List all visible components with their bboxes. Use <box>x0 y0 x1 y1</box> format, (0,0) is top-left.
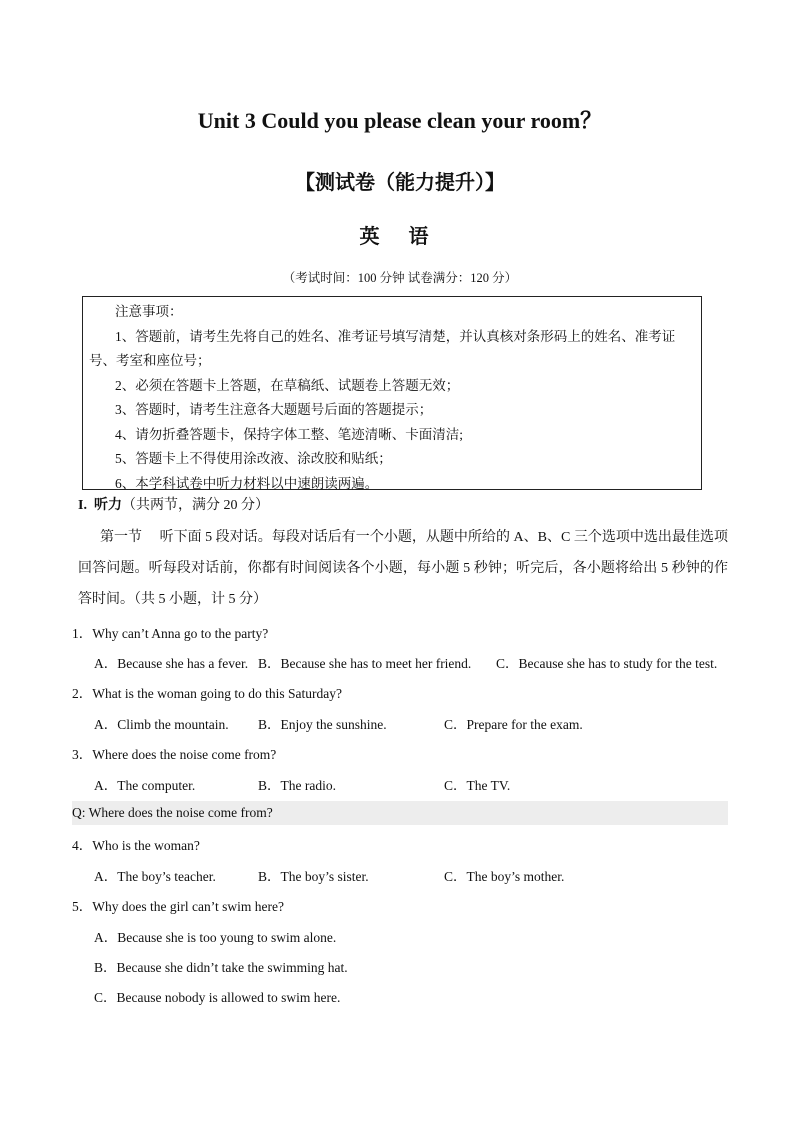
section-intro <box>78 522 728 615</box>
notice-item: 6、本学科试卷中听力材料以中速朗读两遍。 <box>115 475 379 491</box>
option-b[interactable]: B．Enjoy the sunshine. <box>258 717 387 732</box>
option-a[interactable]: A．The computer. <box>94 778 196 793</box>
question-4 <box>72 834 200 854</box>
notice-item: 3、答题时，请考生注意各大题题号后面的答题提示； <box>115 402 433 417</box>
notice-item: 5、答题卡上不得使用涂改液、涂改胶和贴纸； <box>115 451 392 466</box>
option-c[interactable]: C．The TV. <box>444 778 511 793</box>
option-c[interactable]: C．Prepare for the exam. <box>444 717 583 732</box>
question-number: 2． <box>72 686 93 701</box>
option-c[interactable]: C．Because nobody is allowed to swim here. <box>94 990 341 1005</box>
question-number: 1． <box>72 626 93 641</box>
notice-item: 1、答题前，请考生先将自己的姓名、准考证号填写清楚，并认真核对条形码上的姓名、准考证号、考室和座位号； <box>89 328 676 368</box>
section-name: 听力 <box>93 498 122 513</box>
question-text: Where does the noise come from? <box>92 747 277 762</box>
highlighted-line: Q: Where does the noise come from? <box>72 801 728 825</box>
question-3 <box>72 743 276 763</box>
question-number: 3． <box>72 747 93 762</box>
section-number: I. <box>78 498 87 513</box>
option-a[interactable]: A．Because she is too young to swim alone. <box>94 930 337 945</box>
notice-box <box>82 296 702 490</box>
question-1 <box>72 622 268 642</box>
question-number: 4． <box>72 838 93 853</box>
option-b[interactable]: B．Because she has to meet her friend. <box>258 656 472 671</box>
option-a[interactable]: A．Because she has a fever. <box>94 656 249 671</box>
section-intro-text: 第一节 听下面 5 段对话。每段对话后有一个小题，从题中所给的 A、B、C 三个选项中选出最佳选项回答问题。听每段对话前，你都有时间阅读各个小题，每小题 5 秒钟；听完后，各小题将给出 5 秒钟的作答时间。（共 5 小题，计 5 分） <box>78 530 728 607</box>
exam-info: （考试时间：100 分钟 试卷满分：120 分） <box>282 271 518 285</box>
option-b[interactable]: B．The boy’s sister. <box>258 869 369 884</box>
option-b[interactable]: B．The radio. <box>258 778 336 793</box>
subject-label: 英 语 <box>359 226 441 248</box>
section-detail: （共两节，满分 20 分） <box>121 498 269 513</box>
option-a[interactable]: A．Climb the mountain. <box>94 717 229 732</box>
question-text: Who is the woman? <box>92 838 200 853</box>
option-b[interactable]: B．Because she didn’t take the swimming hat. <box>94 960 348 975</box>
notice-item: 2、必须在答题卡上答题，在草稿纸、试题卷上答题无效； <box>115 377 460 393</box>
question-number: 5． <box>72 899 93 914</box>
page-title: Unit 3 Could you please clean your room？ <box>197 108 603 133</box>
question-text: Why can’t Anna go to the party? <box>92 626 269 641</box>
option-c[interactable]: C．Because she has to study for the test. <box>496 656 718 671</box>
option-a[interactable]: A．The boy’s teacher. <box>94 869 216 884</box>
section-heading <box>78 494 269 514</box>
question-2 <box>72 682 342 702</box>
question-text: Why does the girl can’t swim here? <box>92 899 284 914</box>
option-c[interactable]: C．The boy’s mother. <box>444 869 565 884</box>
question-text: What is the woman going to do this Saturday? <box>92 686 342 701</box>
notice-item: 4、请勿折叠答题卡，保持字体工整、笔迹清晰、卡面清洁; <box>115 426 463 442</box>
notice-heading: 注意事项： <box>115 304 183 319</box>
page-subtitle: 【测试卷（能力提升）】 <box>295 172 505 194</box>
question-5 <box>72 895 284 915</box>
